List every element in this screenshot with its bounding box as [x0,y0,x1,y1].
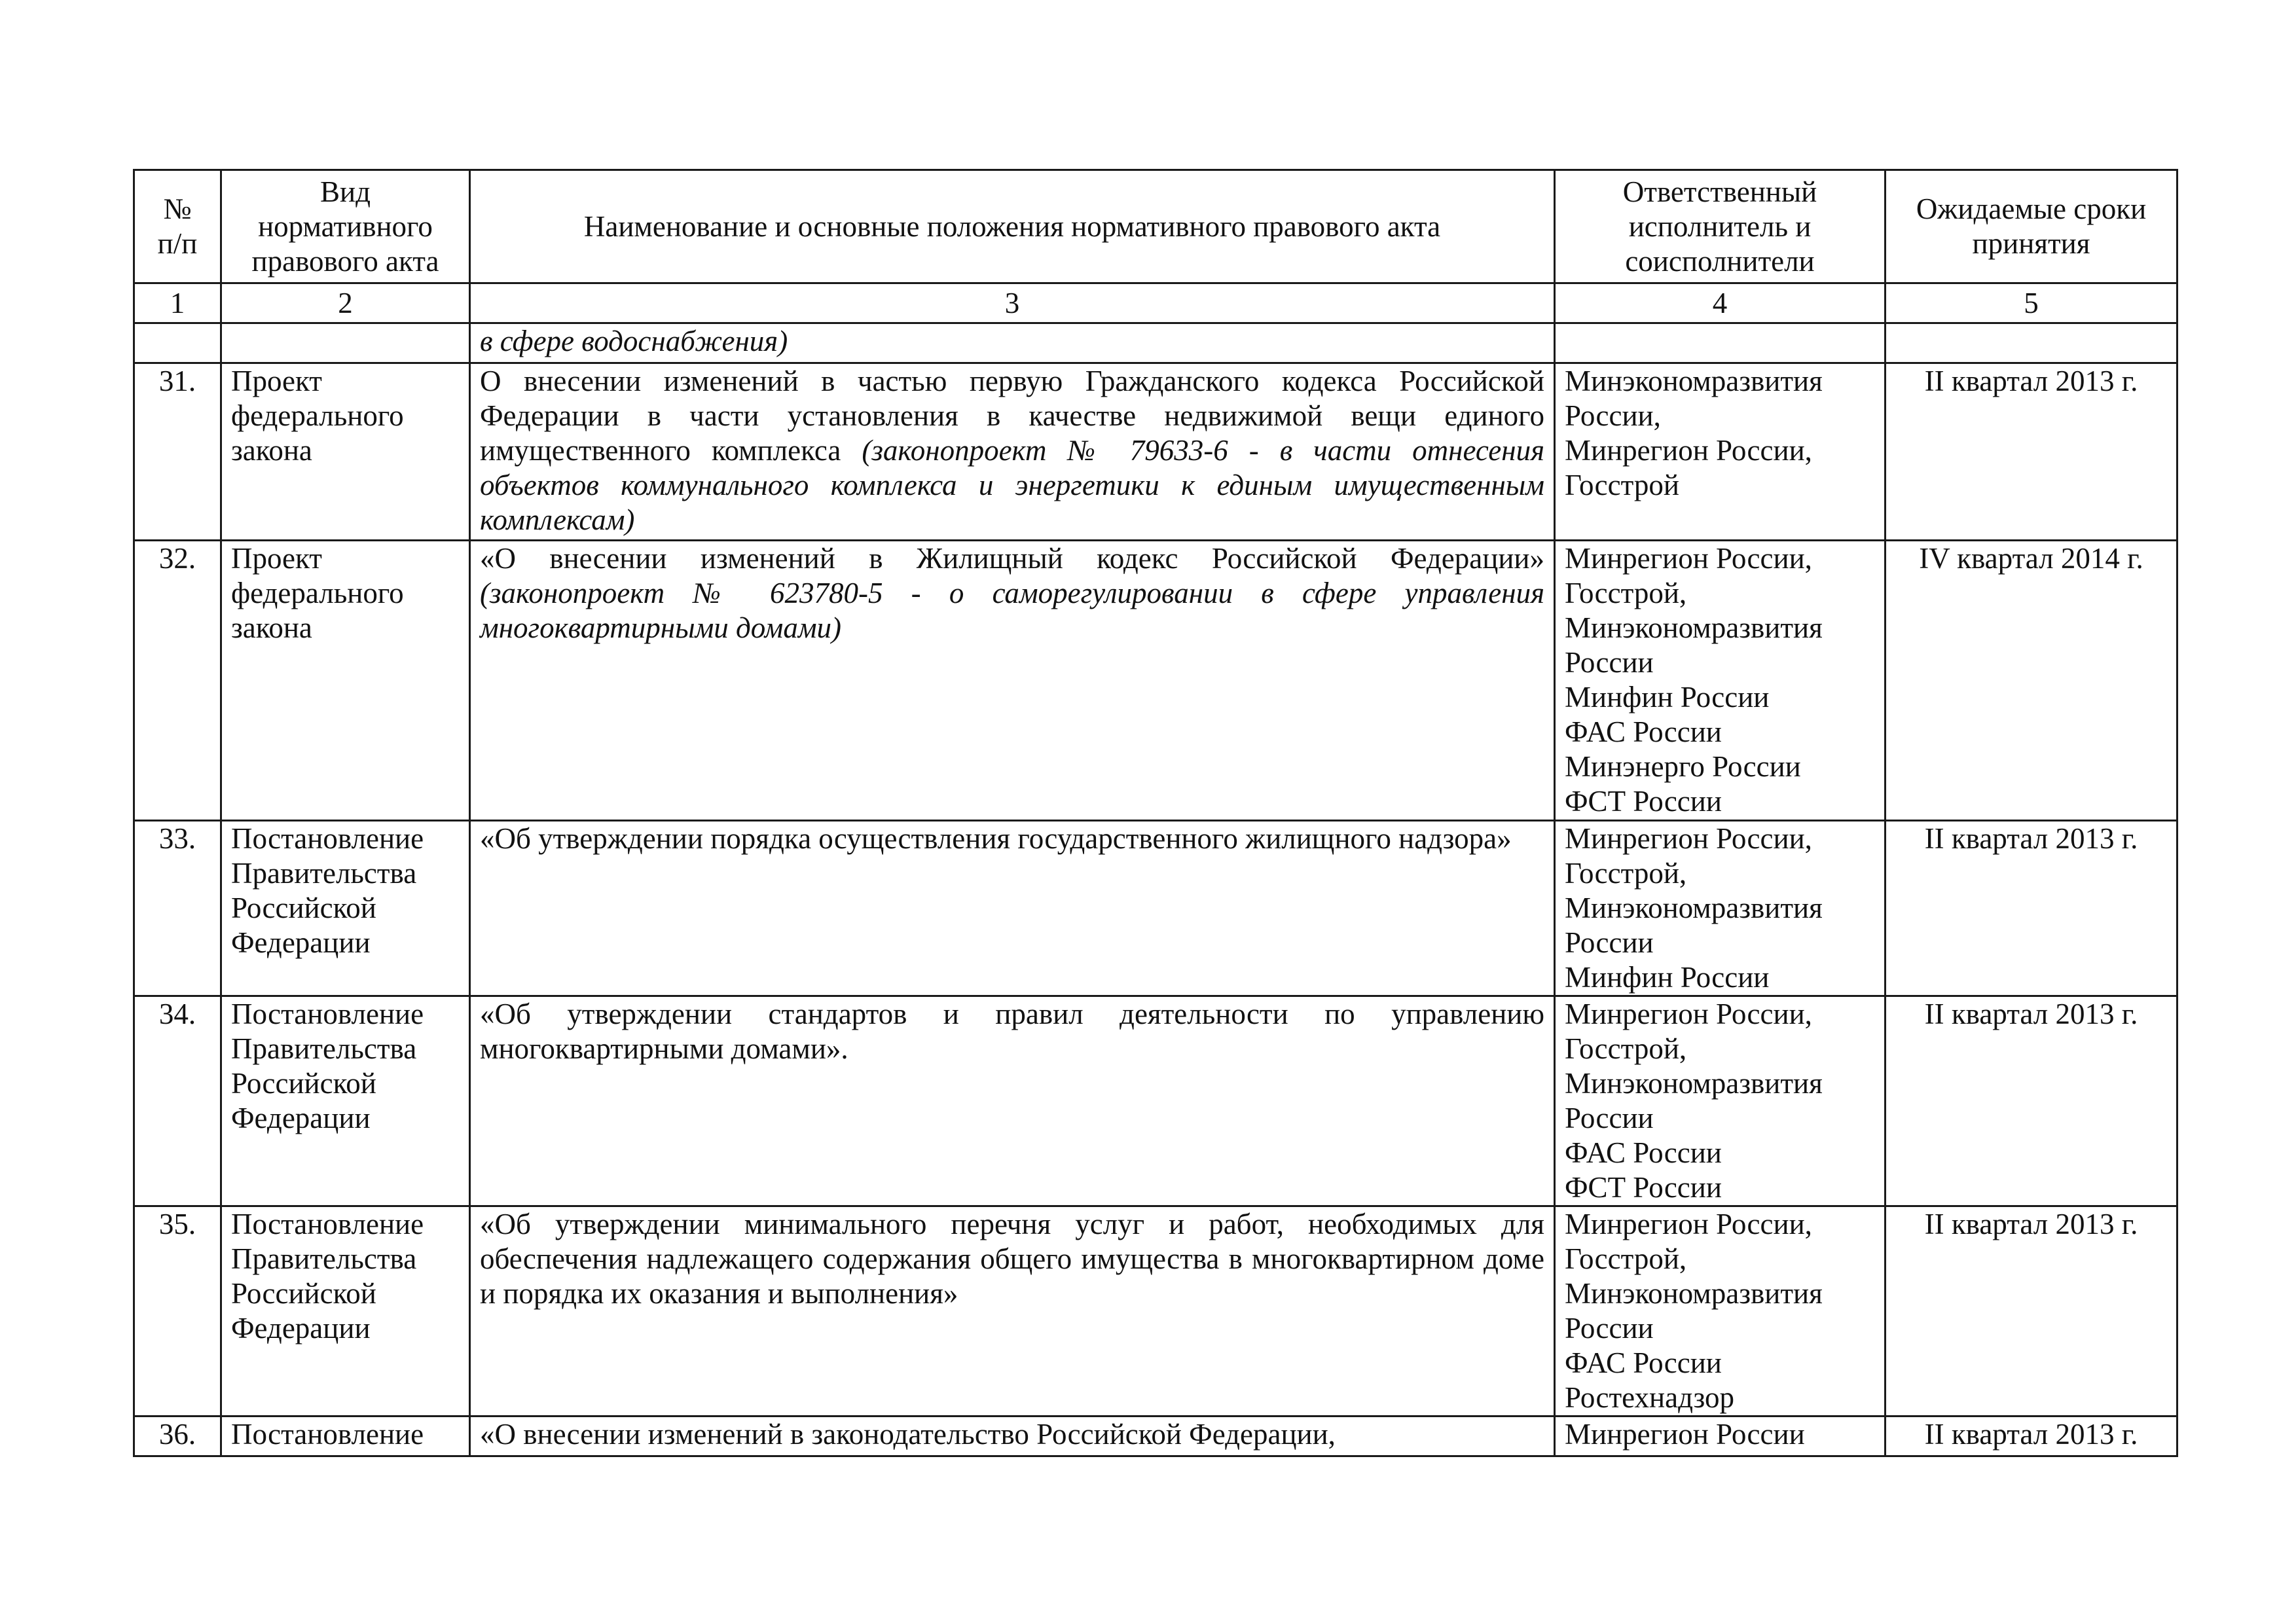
row-act-type [221,821,470,996]
row-number: 36. [134,1416,221,1456]
row-act-type [221,1416,470,1456]
table-row [134,996,2178,1206]
row-due-date: II квартал 2013 г. [1886,1206,2178,1416]
header-act-title [470,170,1555,283]
row-due-date: II квартал 2013 г. [1886,821,2178,996]
text-line: Наименование и основные положения нормативного правового акта [583,209,1441,243]
text-line: Ростехнадзор [1565,1381,1735,1414]
text-line: ФАС России [1565,715,1722,748]
text-line: закона [231,434,312,467]
text-line: Федерации [231,926,371,959]
row-responsible [1555,1206,1886,1416]
text-line: Минрегион России, [1565,998,1812,1030]
text-line: Минэкономразвития [1565,611,1823,644]
text-line: нормативного [258,209,433,243]
column-number: 5 [1886,283,2178,323]
column-number: 1 [134,283,221,323]
text-line: Федерации [231,1102,371,1134]
text-line: Минрегион России, [1565,822,1812,855]
text-line: Правительства [231,1242,417,1275]
legal-acts-table [133,169,2178,1457]
row-number: 35. [134,1206,221,1416]
table-row [134,363,2178,541]
text-line: России [1565,1102,1654,1134]
text-line: Минрегион России, [1565,1208,1812,1240]
text-line: Постановление [231,1418,424,1451]
text-line: России [1565,926,1654,959]
row-number: 34. [134,996,221,1206]
column-number: 3 [470,283,1555,323]
table-header-row [134,170,2178,283]
row-act-type [221,996,470,1206]
text-line: п/п [157,227,198,260]
text-line: Госстрой [1565,469,1679,501]
column-number-row [134,283,2178,323]
row-responsible [1555,541,1886,821]
text-line: Вид [320,175,371,208]
text-line: ФАС России [1565,1346,1722,1379]
table-row [134,821,2178,996]
text-line: Минрегион России, [1565,542,1812,575]
text-line: Правительства [231,857,417,890]
text-line: федерального [231,577,404,609]
row-act-title: «Об утверждении стандартов и правил деятельности по управлению многоквартирными домами». [470,996,1555,1206]
text-line: Постановление [231,998,424,1030]
text-line: России [1565,646,1654,679]
table-row [134,541,2178,821]
row-responsible [1555,1416,1886,1456]
text-line: закона [231,611,312,644]
row-act-title: О внесении изменений в частью первую Гражданского кодекса Российской Федерации в части установления в качестве недвижимой вещи единого имущественного комплекса (законопроект № 79633-6 - в части отнесения объектов коммунального комплекса и энергетики к единым имущественным комплексам) [470,363,1555,541]
row-due-date: II квартал 2013 г. [1886,363,2178,541]
text-line: Госстрой, [1565,577,1687,609]
text-line: Федерации [231,1312,371,1344]
text-line: Госстрой, [1565,1242,1687,1275]
text-line: Минфин России [1565,961,1770,994]
text-line: Минфин России [1565,681,1770,713]
column-number: 2 [221,283,470,323]
text-line: принятия [1972,227,2090,260]
text-line: Минэнерго России [1565,750,1801,783]
row-number: 31. [134,363,221,541]
text-line: № [163,192,192,225]
text-line: Ответственный [1622,175,1817,208]
header-due-date [1886,170,2178,283]
text-line: Минэкономразвития [1565,1277,1823,1310]
row-act-title: «Об утверждении порядка осуществления государственного жилищного надзора» [470,821,1555,996]
text-line: правового акта [251,244,439,278]
text-line: Госстрой, [1565,857,1687,890]
text-line: исполнитель и [1628,209,1812,243]
text-line: Госстрой, [1565,1032,1687,1065]
row-act-title: «О внесении изменений в Жилищный кодекс Российской Федерации» (законопроект № 623780-5 - о саморегулировании в сфере управления многоквартирными домами) [470,541,1555,821]
row-due-date: II квартал 2013 г. [1886,1416,2178,1456]
header-number [134,170,221,283]
header-act-type [221,170,470,283]
row-responsible [1555,821,1886,996]
table-row [134,1416,2178,1456]
text-line: Ожидаемые сроки [1916,192,2147,225]
table-row [134,1206,2178,1416]
text-line: Российской [231,1277,376,1310]
row-act-title: «Об утверждении минимального перечня услуг и работ, необходимых для обеспечения надлежащего содержания общего имущества в многоквартирном доме и порядка их оказания и выполнения» [470,1206,1555,1416]
text-line: Минэкономразвития [1565,892,1823,924]
row-number: 33. [134,821,221,996]
row-responsible [1555,363,1886,541]
text-line: Правительства [231,1032,417,1065]
text-line: Минэкономразвития [1565,1067,1823,1100]
continuation-title: в сфере водоснабжения) [470,323,1555,363]
text-line: Минрегион России, [1565,434,1812,467]
text-line: России [1565,1312,1654,1344]
text-line: ФАС России [1565,1136,1722,1169]
row-act-type [221,1206,470,1416]
row-act-type [221,363,470,541]
text-line: Проект [231,542,322,575]
row-due-date: II квартал 2013 г. [1886,996,2178,1206]
text-line: федерального [231,399,404,432]
text-line: Минэкономразвития [1565,365,1823,397]
row-due-date: IV квартал 2014 г. [1886,541,2178,821]
header-responsible [1555,170,1886,283]
text-line: России, [1565,399,1661,432]
text-line: Проект [231,365,322,397]
text-line: Постановление [231,1208,424,1240]
text-line: Постановление [231,822,424,855]
row-number: 32. [134,541,221,821]
row-act-type [221,541,470,821]
text-line: ФСТ России [1565,1171,1722,1204]
column-number: 4 [1555,283,1886,323]
row-responsible [1555,996,1886,1206]
continuation-row [134,323,2178,363]
text-line: ФСТ России [1565,785,1722,818]
text-line: Российской [231,892,376,924]
text-line: соисполнители [1625,244,1815,278]
text-line: Российской [231,1067,376,1100]
text-line: Минрегион России [1565,1418,1805,1451]
row-act-title: «О внесении изменений в законодательство Российской Федерации, [470,1416,1555,1456]
